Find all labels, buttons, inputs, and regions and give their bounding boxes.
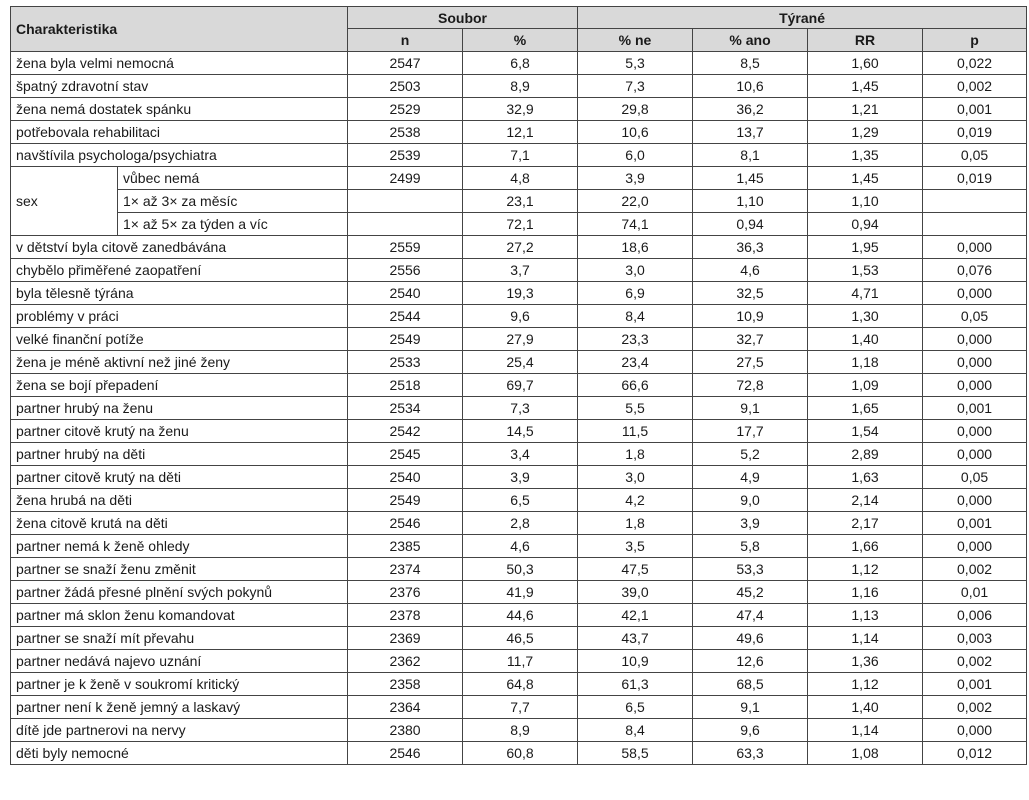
n-cell: 2374 bbox=[348, 558, 463, 581]
table-row bbox=[11, 98, 1027, 121]
n-cell: 2358 bbox=[348, 673, 463, 696]
characteristic-cell: partner není k ženě jemný a laskavý bbox=[11, 696, 348, 719]
characteristic-cell: žena byla velmi nemocná bbox=[11, 52, 348, 75]
p-cell: 0,000 bbox=[923, 489, 1027, 512]
p-cell: 0,000 bbox=[923, 374, 1027, 397]
percent-yes-cell: 5,2 bbox=[693, 443, 808, 466]
p-cell: 0,076 bbox=[923, 259, 1027, 282]
percent-cell: 7,1 bbox=[463, 144, 578, 167]
percent-cell: 3,7 bbox=[463, 259, 578, 282]
n-cell: 2538 bbox=[348, 121, 463, 144]
rr-cell: 1,14 bbox=[808, 627, 923, 650]
table-row bbox=[11, 420, 1027, 443]
percent-no-cell: 43,7 bbox=[578, 627, 693, 650]
rr-cell: 1,60 bbox=[808, 52, 923, 75]
percent-yes-cell: 12,6 bbox=[693, 650, 808, 673]
rr-cell: 1,16 bbox=[808, 581, 923, 604]
percent-cell: 32,9 bbox=[463, 98, 578, 121]
rr-cell: 0,94 bbox=[808, 213, 923, 236]
n-cell: 2534 bbox=[348, 397, 463, 420]
n-cell: 2540 bbox=[348, 282, 463, 305]
percent-cell: 3,4 bbox=[463, 443, 578, 466]
percent-no-cell: 3,5 bbox=[578, 535, 693, 558]
percent-cell: 8,9 bbox=[463, 75, 578, 98]
table-row bbox=[11, 75, 1027, 98]
tyrane-group-header: Týrané bbox=[578, 7, 1027, 29]
p-cell: 0,002 bbox=[923, 696, 1027, 719]
percent-no-cell: 23,3 bbox=[578, 328, 693, 351]
table-row bbox=[11, 282, 1027, 305]
n-cell: 2546 bbox=[348, 512, 463, 535]
p-cell: 0,003 bbox=[923, 627, 1027, 650]
table-row bbox=[11, 305, 1027, 328]
table-row bbox=[11, 374, 1027, 397]
table-row bbox=[11, 535, 1027, 558]
characteristic-cell: partner se snaží ženu změnit bbox=[11, 558, 348, 581]
p-cell: 0,05 bbox=[923, 466, 1027, 489]
characteristic-cell: chybělo přiměřené zaopatření bbox=[11, 259, 348, 282]
rr-cell: 4,71 bbox=[808, 282, 923, 305]
column-header-n: n bbox=[348, 29, 463, 52]
n-cell: 2529 bbox=[348, 98, 463, 121]
p-cell: 0,000 bbox=[923, 443, 1027, 466]
percent-yes-cell: 8,1 bbox=[693, 144, 808, 167]
percent-no-cell: 11,5 bbox=[578, 420, 693, 443]
table-row bbox=[11, 328, 1027, 351]
n-cell: 2545 bbox=[348, 443, 463, 466]
percent-cell: 2,8 bbox=[463, 512, 578, 535]
percent-no-cell: 29,8 bbox=[578, 98, 693, 121]
percent-no-cell: 47,5 bbox=[578, 558, 693, 581]
percent-yes-cell: 17,7 bbox=[693, 420, 808, 443]
table-body bbox=[11, 52, 1027, 765]
characteristic-cell: byla tělesně týrána bbox=[11, 282, 348, 305]
percent-cell: 19,3 bbox=[463, 282, 578, 305]
characteristic-cell: dítě jde partnerovi na nervy bbox=[11, 719, 348, 742]
characteristic-cell: partner je k ženě v soukromí kritický bbox=[11, 673, 348, 696]
percent-yes-cell: 4,6 bbox=[693, 259, 808, 282]
table-row bbox=[11, 144, 1027, 167]
percent-yes-cell: 68,5 bbox=[693, 673, 808, 696]
characteristic-cell: žena citově krutá na děti bbox=[11, 512, 348, 535]
p-cell: 0,000 bbox=[923, 328, 1027, 351]
percent-cell: 25,4 bbox=[463, 351, 578, 374]
percent-yes-cell: 8,5 bbox=[693, 52, 808, 75]
characteristic-cell: velké finanční potíže bbox=[11, 328, 348, 351]
p-cell: 0,019 bbox=[923, 121, 1027, 144]
table-row bbox=[11, 190, 1027, 213]
table-row bbox=[11, 443, 1027, 466]
percent-yes-cell: 49,6 bbox=[693, 627, 808, 650]
table-row bbox=[11, 397, 1027, 420]
rr-cell: 1,13 bbox=[808, 604, 923, 627]
table-row bbox=[11, 213, 1027, 236]
table-header bbox=[11, 7, 1027, 52]
percent-yes-cell: 4,9 bbox=[693, 466, 808, 489]
percent-yes-cell: 45,2 bbox=[693, 581, 808, 604]
rr-cell: 1,14 bbox=[808, 719, 923, 742]
rr-cell: 1,21 bbox=[808, 98, 923, 121]
percent-yes-cell: 47,4 bbox=[693, 604, 808, 627]
percent-cell: 7,7 bbox=[463, 696, 578, 719]
rr-cell: 1,54 bbox=[808, 420, 923, 443]
percent-yes-cell: 0,94 bbox=[693, 213, 808, 236]
percent-yes-cell: 10,9 bbox=[693, 305, 808, 328]
rr-cell: 1,66 bbox=[808, 535, 923, 558]
p-cell: 0,000 bbox=[923, 236, 1027, 259]
rr-cell: 1,40 bbox=[808, 328, 923, 351]
n-cell: 2559 bbox=[348, 236, 463, 259]
rr-cell: 1,63 bbox=[808, 466, 923, 489]
percent-cell: 6,8 bbox=[463, 52, 578, 75]
percent-yes-cell: 13,7 bbox=[693, 121, 808, 144]
percent-no-cell: 8,4 bbox=[578, 305, 693, 328]
p-cell: 0,001 bbox=[923, 512, 1027, 535]
n-cell: 2540 bbox=[348, 466, 463, 489]
percent-yes-cell: 9,6 bbox=[693, 719, 808, 742]
percent-yes-cell: 3,9 bbox=[693, 512, 808, 535]
percent-no-cell: 1,8 bbox=[578, 443, 693, 466]
p-cell: 0,022 bbox=[923, 52, 1027, 75]
characteristic-cell: v dětství byla citově zanedbávána bbox=[11, 236, 348, 259]
percent-no-cell: 42,1 bbox=[578, 604, 693, 627]
p-cell: 0,019 bbox=[923, 167, 1027, 190]
rr-cell: 1,29 bbox=[808, 121, 923, 144]
table-row bbox=[11, 121, 1027, 144]
statistics-table bbox=[10, 6, 1027, 765]
percent-yes-cell: 10,6 bbox=[693, 75, 808, 98]
n-cell: 2549 bbox=[348, 328, 463, 351]
percent-yes-cell: 63,3 bbox=[693, 742, 808, 765]
n-cell bbox=[348, 190, 463, 213]
percent-no-cell: 8,4 bbox=[578, 719, 693, 742]
percent-no-cell: 22,0 bbox=[578, 190, 693, 213]
n-cell: 2378 bbox=[348, 604, 463, 627]
n-cell: 2376 bbox=[348, 581, 463, 604]
n-cell: 2556 bbox=[348, 259, 463, 282]
characteristic-cell: partner má sklon ženu komandovat bbox=[11, 604, 348, 627]
percent-cell: 44,6 bbox=[463, 604, 578, 627]
percent-no-cell: 6,5 bbox=[578, 696, 693, 719]
percent-no-cell: 39,0 bbox=[578, 581, 693, 604]
rr-cell: 1,95 bbox=[808, 236, 923, 259]
characteristic-cell: děti byly nemocné bbox=[11, 742, 348, 765]
rr-cell: 1,45 bbox=[808, 167, 923, 190]
rr-cell: 2,89 bbox=[808, 443, 923, 466]
characteristic-cell: žena se bojí přepadení bbox=[11, 374, 348, 397]
percent-cell: 69,7 bbox=[463, 374, 578, 397]
p-cell: 0,000 bbox=[923, 351, 1027, 374]
percent-no-cell: 3,0 bbox=[578, 259, 693, 282]
table-row bbox=[11, 627, 1027, 650]
percent-no-cell: 7,3 bbox=[578, 75, 693, 98]
percent-cell: 4,6 bbox=[463, 535, 578, 558]
percent-yes-cell: 1,10 bbox=[693, 190, 808, 213]
n-cell: 2539 bbox=[348, 144, 463, 167]
percent-no-cell: 3,9 bbox=[578, 167, 693, 190]
percent-yes-cell: 36,3 bbox=[693, 236, 808, 259]
n-cell: 2518 bbox=[348, 374, 463, 397]
table-row bbox=[11, 673, 1027, 696]
percent-no-cell: 10,6 bbox=[578, 121, 693, 144]
rr-cell: 2,17 bbox=[808, 512, 923, 535]
rr-cell: 1,45 bbox=[808, 75, 923, 98]
percent-cell: 64,8 bbox=[463, 673, 578, 696]
n-cell: 2380 bbox=[348, 719, 463, 742]
column-header-rr: RR bbox=[808, 29, 923, 52]
rr-cell: 1,65 bbox=[808, 397, 923, 420]
percent-cell: 3,9 bbox=[463, 466, 578, 489]
percent-cell: 11,7 bbox=[463, 650, 578, 673]
column-header-percent: % bbox=[463, 29, 578, 52]
p-cell: 0,012 bbox=[923, 742, 1027, 765]
rr-cell: 1,12 bbox=[808, 673, 923, 696]
p-cell: 0,001 bbox=[923, 98, 1027, 121]
n-cell: 2547 bbox=[348, 52, 463, 75]
p-cell: 0,001 bbox=[923, 397, 1027, 420]
percent-yes-cell: 1,45 bbox=[693, 167, 808, 190]
percent-yes-cell: 5,8 bbox=[693, 535, 808, 558]
p-cell: 0,01 bbox=[923, 581, 1027, 604]
characteristic-cell: žena hrubá na děti bbox=[11, 489, 348, 512]
percent-cell: 27,9 bbox=[463, 328, 578, 351]
percent-cell: 6,5 bbox=[463, 489, 578, 512]
percent-no-cell: 10,9 bbox=[578, 650, 693, 673]
percent-no-cell: 3,0 bbox=[578, 466, 693, 489]
rr-cell: 1,35 bbox=[808, 144, 923, 167]
percent-no-cell: 18,6 bbox=[578, 236, 693, 259]
sex-group-label: sex bbox=[11, 167, 118, 236]
p-cell: 0,000 bbox=[923, 535, 1027, 558]
column-header-percent-no: % ne bbox=[578, 29, 693, 52]
rr-cell: 1,40 bbox=[808, 696, 923, 719]
characteristic-cell: potřebovala rehabilitaci bbox=[11, 121, 348, 144]
percent-cell: 7,3 bbox=[463, 397, 578, 420]
p-cell: 0,000 bbox=[923, 282, 1027, 305]
percent-yes-cell: 72,8 bbox=[693, 374, 808, 397]
table-row bbox=[11, 512, 1027, 535]
percent-yes-cell: 9,1 bbox=[693, 696, 808, 719]
sex-subcategory-cell: 1× až 3× za měsíc bbox=[118, 190, 348, 213]
p-cell bbox=[923, 213, 1027, 236]
table-row bbox=[11, 696, 1027, 719]
characteristic-cell: partner se snaží mít převahu bbox=[11, 627, 348, 650]
characteristic-cell: špatný zdravotní stav bbox=[11, 75, 348, 98]
rr-cell: 1,08 bbox=[808, 742, 923, 765]
characteristic-cell: partner nemá k ženě ohledy bbox=[11, 535, 348, 558]
percent-yes-cell: 36,2 bbox=[693, 98, 808, 121]
p-cell: 0,006 bbox=[923, 604, 1027, 627]
characteristic-cell: partner žádá přesné plnění svých pokynů bbox=[11, 581, 348, 604]
percent-yes-cell: 32,5 bbox=[693, 282, 808, 305]
rr-cell: 1,30 bbox=[808, 305, 923, 328]
p-cell bbox=[923, 190, 1027, 213]
percent-no-cell: 6,0 bbox=[578, 144, 693, 167]
n-cell: 2544 bbox=[348, 305, 463, 328]
soubor-group-header: Soubor bbox=[348, 7, 578, 29]
table-row bbox=[11, 650, 1027, 673]
n-cell: 2385 bbox=[348, 535, 463, 558]
percent-cell: 8,9 bbox=[463, 719, 578, 742]
percent-cell: 27,2 bbox=[463, 236, 578, 259]
table-row bbox=[11, 558, 1027, 581]
percent-cell: 41,9 bbox=[463, 581, 578, 604]
p-cell: 0,000 bbox=[923, 719, 1027, 742]
rr-cell: 1,53 bbox=[808, 259, 923, 282]
table-row bbox=[11, 167, 1027, 190]
n-cell: 2364 bbox=[348, 696, 463, 719]
characteristic-cell: partner citově krutý na děti bbox=[11, 466, 348, 489]
percent-cell: 23,1 bbox=[463, 190, 578, 213]
n-cell: 2362 bbox=[348, 650, 463, 673]
n-cell: 2549 bbox=[348, 489, 463, 512]
column-header-percent-yes: % ano bbox=[693, 29, 808, 52]
p-cell: 0,05 bbox=[923, 144, 1027, 167]
percent-no-cell: 66,6 bbox=[578, 374, 693, 397]
p-cell: 0,002 bbox=[923, 75, 1027, 98]
percent-no-cell: 5,3 bbox=[578, 52, 693, 75]
characteristic-cell: žena je méně aktivní než jiné ženy bbox=[11, 351, 348, 374]
n-cell: 2533 bbox=[348, 351, 463, 374]
percent-cell: 72,1 bbox=[463, 213, 578, 236]
characteristic-cell: partner hrubý na děti bbox=[11, 443, 348, 466]
percent-cell: 60,8 bbox=[463, 742, 578, 765]
sex-subcategory-cell: 1× až 5× za týden a víc bbox=[118, 213, 348, 236]
p-cell: 0,000 bbox=[923, 420, 1027, 443]
percent-no-cell: 5,5 bbox=[578, 397, 693, 420]
percent-no-cell: 61,3 bbox=[578, 673, 693, 696]
n-cell: 2542 bbox=[348, 420, 463, 443]
percent-yes-cell: 32,7 bbox=[693, 328, 808, 351]
rr-cell: 2,14 bbox=[808, 489, 923, 512]
n-cell bbox=[348, 213, 463, 236]
percent-yes-cell: 9,1 bbox=[693, 397, 808, 420]
percent-cell: 9,6 bbox=[463, 305, 578, 328]
percent-no-cell: 74,1 bbox=[578, 213, 693, 236]
characteristic-cell: partner citově krutý na ženu bbox=[11, 420, 348, 443]
n-cell: 2546 bbox=[348, 742, 463, 765]
rr-cell: 1,36 bbox=[808, 650, 923, 673]
percent-yes-cell: 9,0 bbox=[693, 489, 808, 512]
percent-cell: 46,5 bbox=[463, 627, 578, 650]
rr-cell: 1,09 bbox=[808, 374, 923, 397]
characteristic-cell: partner hrubý na ženu bbox=[11, 397, 348, 420]
characteristic-cell: navštívila psychologa/psychiatra bbox=[11, 144, 348, 167]
rr-cell: 1,18 bbox=[808, 351, 923, 374]
n-cell: 2499 bbox=[348, 167, 463, 190]
percent-cell: 4,8 bbox=[463, 167, 578, 190]
percent-yes-cell: 53,3 bbox=[693, 558, 808, 581]
n-cell: 2503 bbox=[348, 75, 463, 98]
characteristic-header: Charakteristika bbox=[11, 7, 348, 52]
table-row bbox=[11, 259, 1027, 282]
percent-no-cell: 4,2 bbox=[578, 489, 693, 512]
n-cell: 2369 bbox=[348, 627, 463, 650]
p-cell: 0,001 bbox=[923, 673, 1027, 696]
p-cell: 0,002 bbox=[923, 650, 1027, 673]
table-row bbox=[11, 52, 1027, 75]
percent-no-cell: 58,5 bbox=[578, 742, 693, 765]
table-row bbox=[11, 489, 1027, 512]
table-row bbox=[11, 604, 1027, 627]
characteristic-cell: partner nedává najevo uznání bbox=[11, 650, 348, 673]
rr-cell: 1,10 bbox=[808, 190, 923, 213]
percent-cell: 14,5 bbox=[463, 420, 578, 443]
percent-cell: 50,3 bbox=[463, 558, 578, 581]
percent-no-cell: 23,4 bbox=[578, 351, 693, 374]
p-cell: 0,002 bbox=[923, 558, 1027, 581]
characteristic-cell: problémy v práci bbox=[11, 305, 348, 328]
table-row bbox=[11, 466, 1027, 489]
characteristic-cell: žena nemá dostatek spánku bbox=[11, 98, 348, 121]
table-row bbox=[11, 581, 1027, 604]
table-row bbox=[11, 236, 1027, 259]
table-row bbox=[11, 742, 1027, 765]
column-header-p: p bbox=[923, 29, 1027, 52]
table-row bbox=[11, 719, 1027, 742]
percent-yes-cell: 27,5 bbox=[693, 351, 808, 374]
percent-no-cell: 1,8 bbox=[578, 512, 693, 535]
p-cell: 0,05 bbox=[923, 305, 1027, 328]
table-row bbox=[11, 351, 1027, 374]
sex-subcategory-cell: vůbec nemá bbox=[118, 167, 348, 190]
rr-cell: 1,12 bbox=[808, 558, 923, 581]
percent-cell: 12,1 bbox=[463, 121, 578, 144]
percent-no-cell: 6,9 bbox=[578, 282, 693, 305]
